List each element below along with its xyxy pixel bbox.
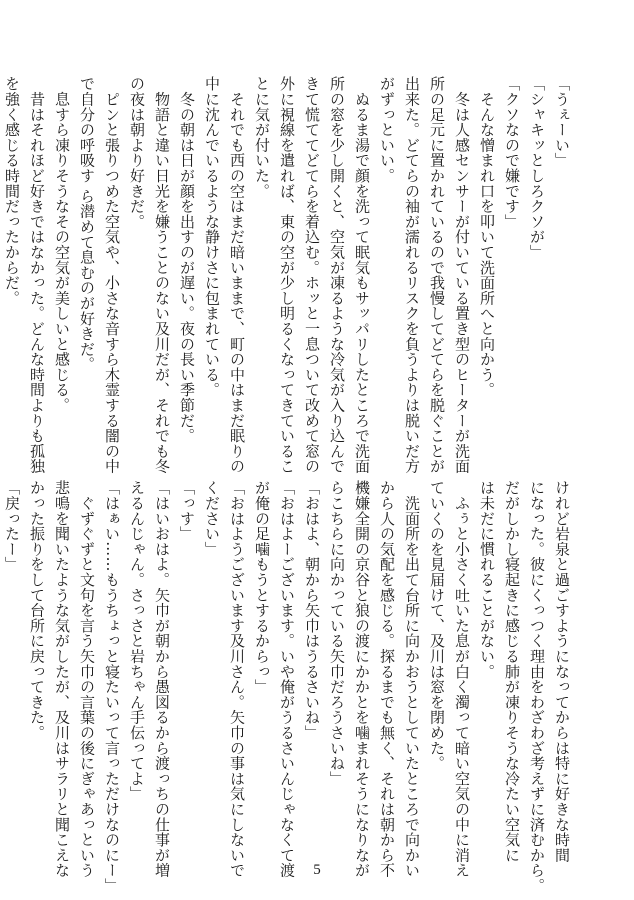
text-line: から人の気配を感じる。探るまでも無く、それは朝から不 [378, 480, 396, 878]
text-line: きて慌ててどてらを着込む。ホッと一息ついて改めて窓の [303, 76, 321, 474]
text-line: 出来た。どてらの袖が濡れるリスクを負うよりは脱いだ方 [403, 76, 421, 474]
text-line: 冬の朝は日が顔を出すのが遅い。夜の長い季節だ。 [178, 76, 196, 444]
text-line: は未だに慣れることがない。 [478, 480, 496, 679]
text-line: ぐずぐずと文句を言う矢巾の言葉の後にぎゃあっという [78, 480, 96, 878]
text-line: そんな憎まれ口を叩いて洗面所へと向かう。 [478, 76, 496, 398]
text-line: だがしかし寝起きに感じる肺が凍りそうな冷たい空気に [503, 480, 521, 863]
text-line: えるんじゃん。さっさと岩ちゃん手伝ってよ」 [128, 480, 146, 802]
page-number: 5 [313, 862, 321, 878]
text-block-upper [0, 76, 574, 474]
text-line: になった。彼にくっつく理由をわざわざ考えずに済むから。 [528, 480, 546, 894]
text-line: 息すら凍りそうなその空気が美しいと感じる。 [53, 76, 71, 413]
text-line: 「はぁい……もうちょっと寝たいって言っただけなのにー」 [103, 480, 121, 894]
text-line: がずっといい。 [378, 76, 396, 184]
text-line: が俺の足噛もうとするからっ」 [253, 480, 271, 695]
text-line: 昔はそれほど好きではなかった。どんな時間よりも孤独 [28, 76, 46, 474]
text-line: 「っす」 [178, 480, 196, 542]
text-line: を強く感じる時間だったからだ。 [3, 76, 21, 306]
text-line: 洗面所を出て台所に向かおうとしていたところで向かい [403, 480, 421, 878]
text-line: 「おはようございます及川さん。矢巾の事は気にしないで [228, 480, 246, 878]
text-line: 機嫌全開の京谷と狼の渡にかかとを噛まれそうになりなが [353, 480, 371, 878]
text-line: 所の窓を少し開くと、空気が凍るような冷気が入り込んで [328, 76, 346, 474]
text-line: 所の足元に置かれているので我慢してどてらを脱ぐことが [428, 76, 446, 474]
text-line: ぬるま湯で顔を洗って眠気もサッパリしたところで洗面 [353, 76, 371, 474]
text-line: ふぅと小さく吐いた息が白く濁って暗い空気の中に消え [453, 480, 471, 878]
text-line: 冬は人感センサーが付いている置き型のヒーターが洗面 [453, 76, 471, 474]
text-line: 「クソなので嫌です」 [503, 76, 521, 229]
text-line: 「おはよ、朝から矢巾はうるさいね」 [303, 480, 321, 741]
text-line: それでも西の空はまだ暗いままで、町の中はまだ眠りの [228, 76, 246, 474]
text-line: の夜は朝より好きだ。 [128, 76, 146, 229]
text-line: 中に沈んでいるような静けさに包まれている。 [203, 76, 221, 398]
text-line: 「うぇーい」 [553, 76, 571, 168]
text-line: ピンと張りつめた空気や、小さな音すら木霊する闇の中 [103, 76, 121, 474]
text-line: 外に視線を遣れば、東の空が少し明るくなってきているこ [278, 76, 296, 474]
text-line: 「シャキッとしろクソが」 [528, 76, 546, 260]
text-line: とに気が付いた。 [253, 76, 271, 199]
text-line: 「おはよーございます。いや俺がうるさいんじゃなくて渡 [278, 480, 296, 878]
text-line: 「戻ったー」 [3, 480, 21, 572]
text-line: ください」 [203, 480, 221, 557]
text-line: 悲鳴を聞いたような気がしたが、及川はサラリと聞こえな [53, 480, 71, 878]
text-line: らこちらに向かっている矢巾だろうさいね」 [328, 480, 346, 786]
text-line: 物語と違い日光を嫌うことのない及川だが、それでも冬 [153, 76, 171, 474]
text-block-lower [0, 480, 574, 894]
text-line: 「はいおはよ。矢巾が朝から愚図るから渡っちの仕事が増 [153, 480, 171, 878]
text-line: けれど岩泉と過ごすようになってからは特に好きな時間 [553, 480, 571, 863]
text-line: かった振りをして台所に戻ってきた。 [28, 480, 46, 741]
text-line: ていくのを見届けて、及川は窓を閉めた。 [428, 480, 446, 771]
text-line: で自分の呼吸す ら潜めて息むのが好きだ。 [78, 76, 96, 372]
